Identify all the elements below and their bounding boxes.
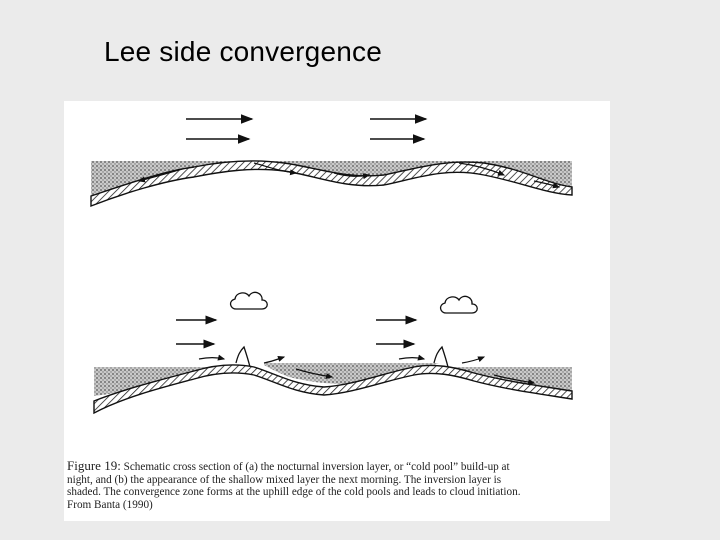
panel-a xyxy=(91,119,572,206)
caption-source: From Banta (1990) xyxy=(67,498,153,511)
cross-section-diagram xyxy=(64,101,610,521)
caption-line: night, and (b) the appearance of the shallow mixed layer the next morning. The inversion layer is xyxy=(67,473,502,486)
figure-label: Figure 19: xyxy=(67,458,121,473)
caption-line: shaded. The convergence zone forms at the uphill edge of the cold pools and leads to cloud initiation. xyxy=(67,486,521,499)
wind-arrows-a xyxy=(186,119,426,139)
slide-title: Lee side convergence xyxy=(104,36,382,67)
cloud-icon xyxy=(441,296,478,313)
wind-arrows-b xyxy=(176,320,416,344)
figure-caption xyxy=(67,460,609,511)
cloud-icon xyxy=(231,292,268,309)
panel-b xyxy=(94,292,572,413)
schematic-figure xyxy=(64,101,610,521)
caption-line: Schematic cross section of (a) the nocturnal inversion layer, or “cold pool” build-up at xyxy=(123,461,510,473)
